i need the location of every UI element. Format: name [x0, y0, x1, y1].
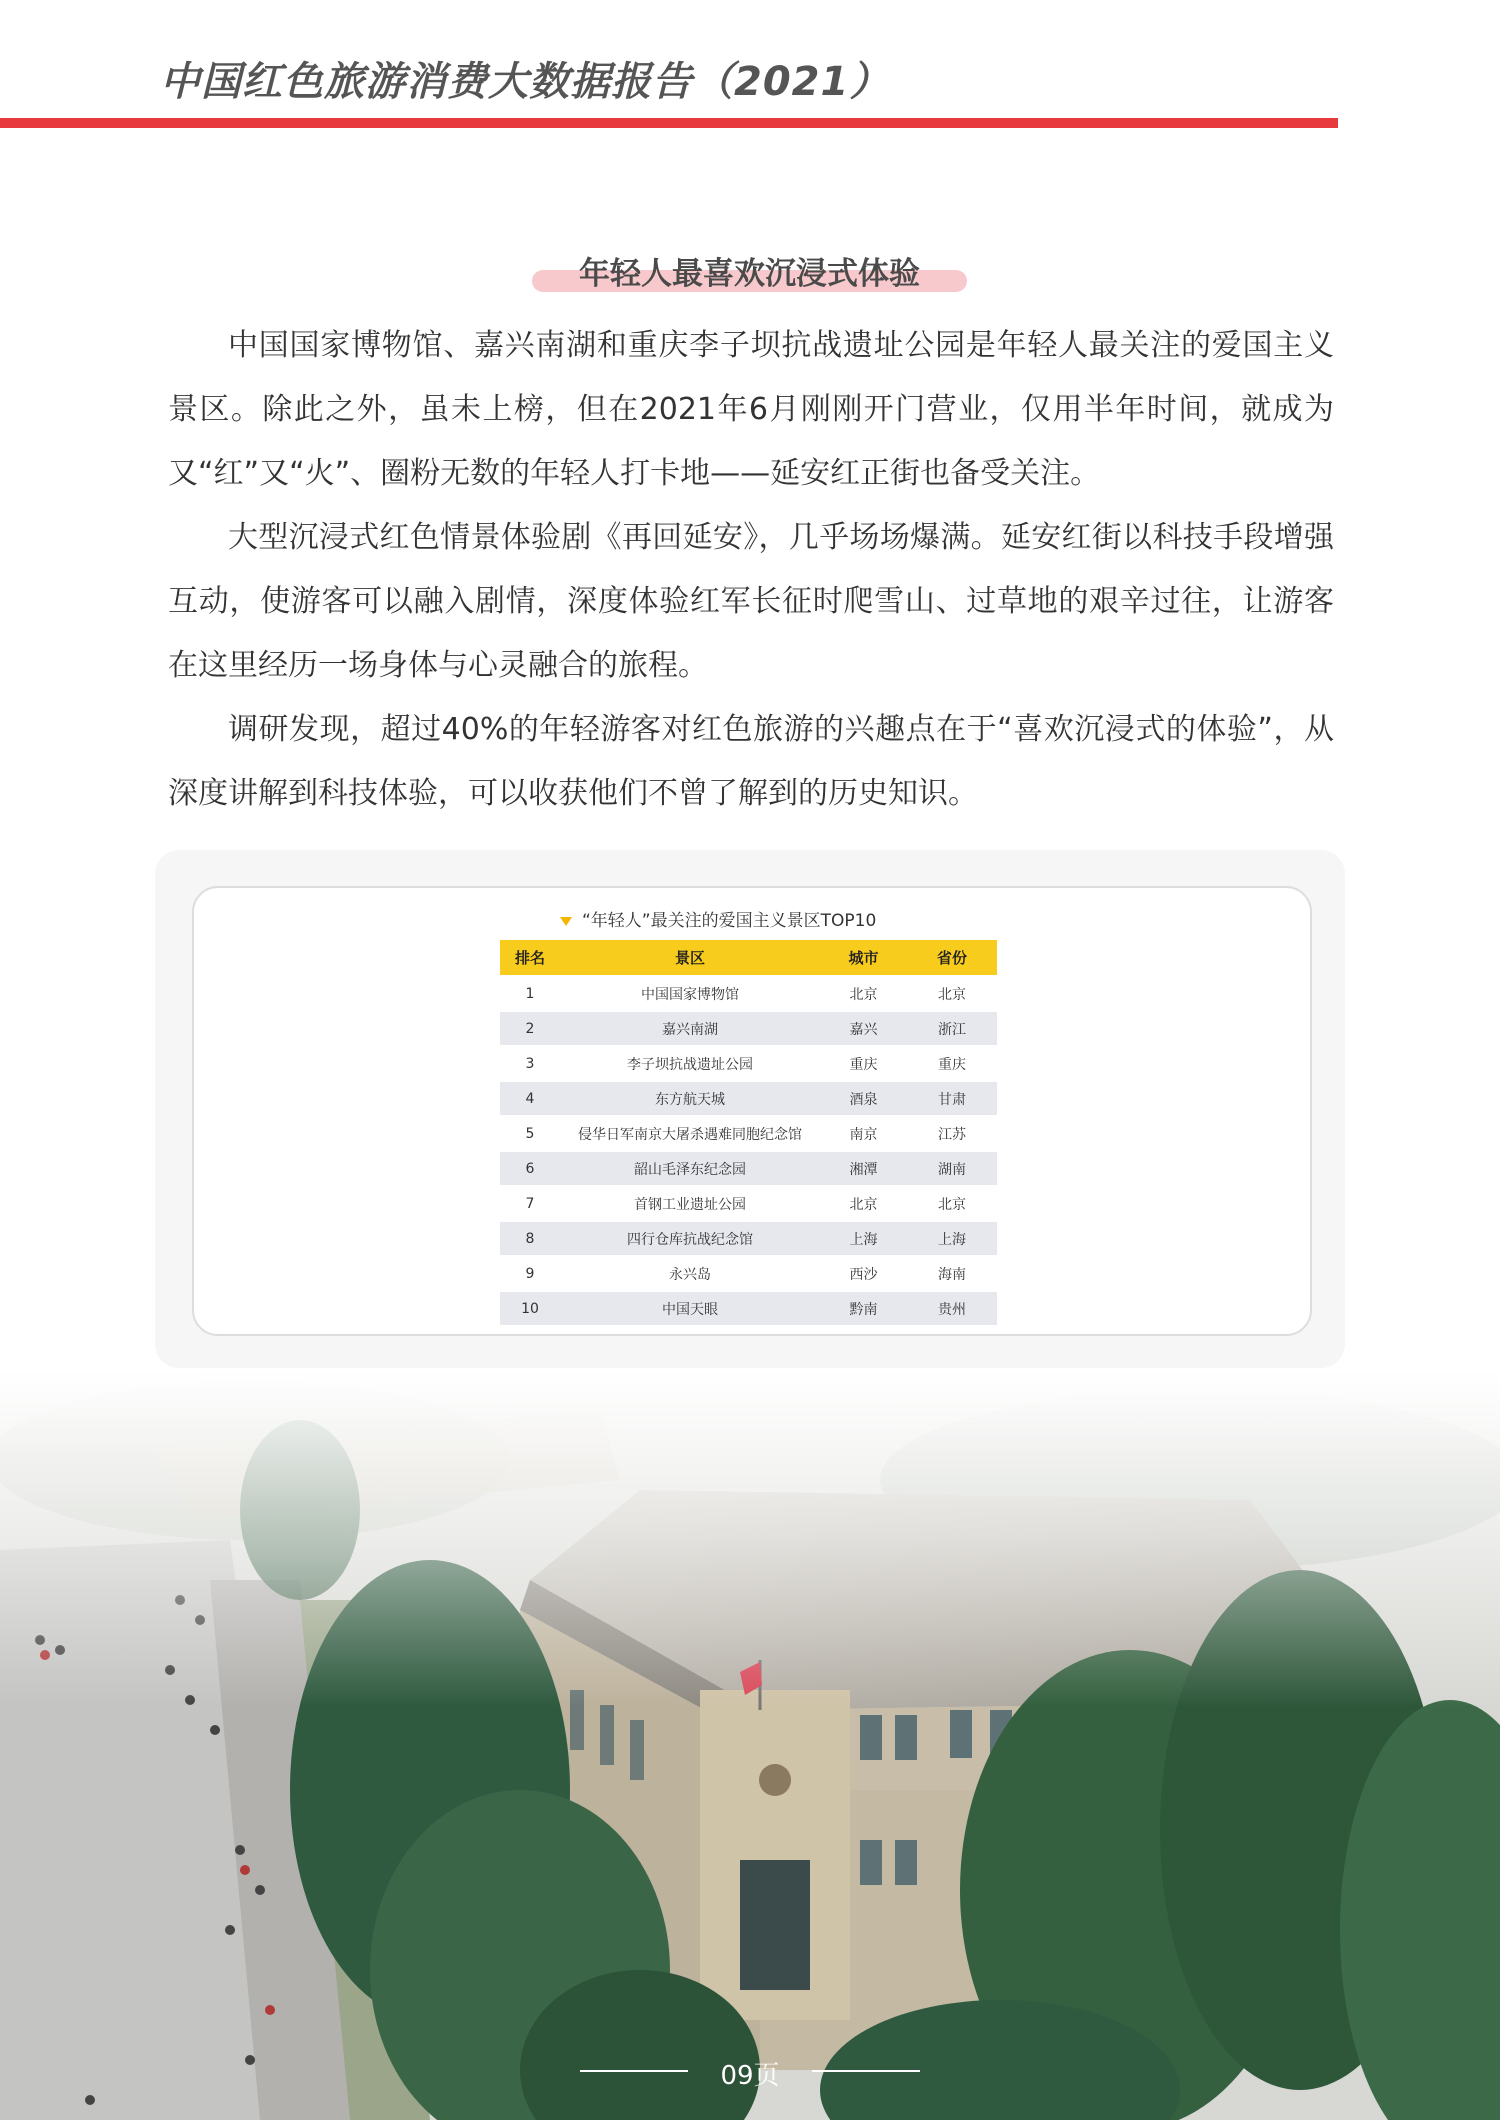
cell-city: 嘉兴 — [820, 1011, 907, 1046]
page-footer — [0, 2055, 1500, 2095]
table-row — [500, 1256, 997, 1291]
cell-spot: 东方航天城 — [560, 1081, 820, 1116]
paragraph-2: 大型沉浸式红色情景体验剧《再回延安》，几乎场场爆满。延安红街以科技手段增强互动，使游客可以融入剧情，深度体验红军长征时爬雪山、过草地的艰辛过往，让游客在这里经历一场身体与心灵融合的旅程。 — [168, 520, 1334, 683]
body-text — [168, 314, 1334, 826]
paragraph-1: 中国国家博物馆、嘉兴南湖和重庆李子坝抗战遗址公园是年轻人最关注的爱国主义景区。除此之外，虽未上榜，但在2021年6月刚刚开门营业，仅用半年时间，就成为又“红”又“火”、圈粉无数的年轻人打卡地——延安红正街也备受关注。 — [168, 328, 1334, 491]
table-row — [500, 1221, 997, 1256]
cell-city: 湘潭 — [820, 1151, 907, 1186]
table-row — [500, 1081, 997, 1116]
memorial-hall-photo — [0, 1370, 1500, 2120]
footer-rule-right — [812, 2070, 920, 2072]
cell-spot: 李子坝抗战遗址公园 — [560, 1046, 820, 1081]
cell-province: 浙江 — [907, 1011, 997, 1046]
footer-rule-left — [580, 2070, 688, 2072]
cell-rank: 3 — [500, 1046, 560, 1081]
paragraph-3: 调研发现，超过40%的年轻游客对红色旅游的兴趣点在于“喜欢沉浸式的体验”，从深度讲解到科技体验，可以收获他们不曾了解到的历史知识。 — [168, 712, 1334, 811]
cell-rank: 4 — [500, 1081, 560, 1116]
cell-rank: 6 — [500, 1151, 560, 1186]
header-rank: 排名 — [500, 940, 560, 976]
cell-rank: 5 — [500, 1116, 560, 1151]
header-divider — [0, 118, 1338, 128]
cell-spot: 侵华日军南京大屠杀遇难同胞纪念馆 — [560, 1116, 820, 1151]
cell-rank: 10 — [500, 1291, 560, 1325]
cell-province: 北京 — [907, 976, 997, 1011]
cell-city: 黔南 — [820, 1291, 907, 1325]
cell-province: 湖南 — [907, 1151, 997, 1186]
cell-city: 西沙 — [820, 1256, 907, 1291]
table-header-row — [500, 940, 997, 976]
header-city: 城市 — [820, 940, 907, 976]
ranking-table — [500, 940, 997, 1325]
table-row — [500, 976, 997, 1011]
section-heading-block — [532, 248, 967, 294]
cell-city: 酒泉 — [820, 1081, 907, 1116]
cell-province: 海南 — [907, 1256, 997, 1291]
table-title — [560, 906, 980, 931]
cell-province: 贵州 — [907, 1291, 997, 1325]
cell-province: 北京 — [907, 1186, 997, 1221]
cell-spot: 中国国家博物馆 — [560, 976, 820, 1011]
cell-spot: 首钢工业遗址公园 — [560, 1186, 820, 1221]
cell-city: 北京 — [820, 976, 907, 1011]
table-row — [500, 1186, 997, 1221]
cell-spot: 永兴岛 — [560, 1256, 820, 1291]
cell-city: 南京 — [820, 1116, 907, 1151]
page-number: 09页 — [720, 2061, 780, 2091]
table-row — [500, 1151, 997, 1186]
cell-rank: 8 — [500, 1221, 560, 1256]
report-title: 中国红色旅游消费大数据报告（2021） — [160, 59, 891, 105]
cell-rank: 9 — [500, 1256, 560, 1291]
table-title-text: “年轻人”最关注的爱国主义景区TOP10 — [582, 911, 877, 931]
table-row — [500, 1011, 997, 1046]
table-row — [500, 1116, 997, 1151]
cell-spot: 嘉兴南湖 — [560, 1011, 820, 1046]
cell-spot: 中国天眼 — [560, 1291, 820, 1325]
cell-rank: 1 — [500, 976, 560, 1011]
cell-province: 江苏 — [907, 1116, 997, 1151]
section-heading: 年轻人最喜欢沉浸式体验 — [579, 256, 920, 292]
table-row — [500, 1046, 997, 1081]
cell-city: 北京 — [820, 1186, 907, 1221]
triangle-down-icon — [560, 917, 572, 926]
header-spot: 景区 — [560, 940, 820, 976]
cell-city: 上海 — [820, 1221, 907, 1256]
header-province: 省份 — [907, 940, 997, 976]
cell-city: 重庆 — [820, 1046, 907, 1081]
cell-province: 甘肃 — [907, 1081, 997, 1116]
cell-spot: 四行仓库抗战纪念馆 — [560, 1221, 820, 1256]
cell-province: 重庆 — [907, 1046, 997, 1081]
cell-rank: 7 — [500, 1186, 560, 1221]
cell-spot: 韶山毛泽东纪念园 — [560, 1151, 820, 1186]
table-row — [500, 1291, 997, 1325]
cell-rank: 2 — [500, 1011, 560, 1046]
cell-province: 上海 — [907, 1221, 997, 1256]
